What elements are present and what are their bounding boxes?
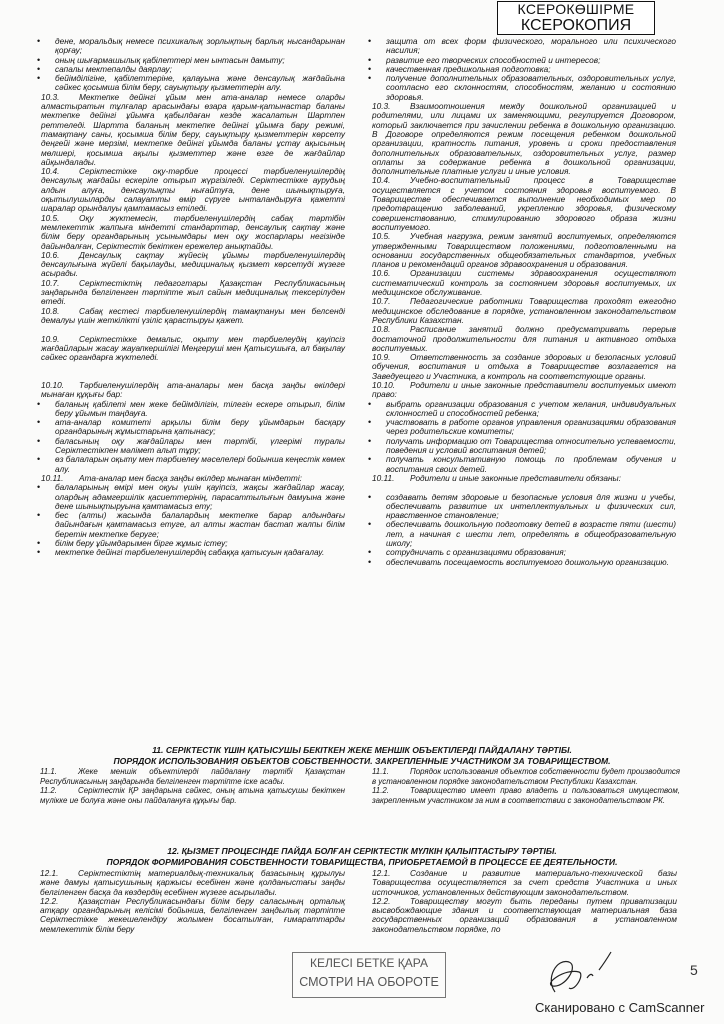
stamp-overleaf-kz: КЕЛЕСІ БЕТКЕ ҚАРА bbox=[310, 956, 428, 970]
bullet-item bbox=[41, 511, 345, 539]
clause-text: Педагогические работники Товарищества проходят ежегодно медицинское обследование в порядке, установленном законодательством Республики Казахстан. bbox=[372, 296, 676, 325]
bullet-item bbox=[372, 558, 676, 567]
clause-text: Серіктестікке демалыс, оқыту мен тәрбиелеудің қауіпсіз жағдайларын жасау жауапкершілігі Меңгеруші мен Қатысушыға, ал бақылау сәйкес органдарға жүктеледі. bbox=[41, 333, 345, 363]
clause-text: Ответственность за создание здоровых и безопасных условий обучения, воспитания и отдыха в Товариществе возлагается на Заведуещего и Участника, а контроль на соответстующие органы. bbox=[372, 352, 676, 381]
clause-paragraph bbox=[40, 897, 345, 934]
clause-paragraph bbox=[372, 474, 676, 483]
clause-number: 11.1. bbox=[372, 767, 389, 776]
clause-paragraph bbox=[41, 381, 345, 400]
section12-left-column bbox=[40, 869, 345, 934]
clause-text: Серіктестікке оқу-тәрбие процессі тәрбиеленушілердің денсаулық жағдайы ескеріле отырып жүргізіледі. Серіктестікке аурудың алдын алуға, денсаулықты нығайтуға, дене шынықтыруға, оқытылушыларды салауатты өмір сүруге ынталандыруға қажетті шаралар орындалуы қамтамасыз етіледі. bbox=[41, 166, 345, 214]
overleaf-stamp bbox=[292, 952, 446, 998]
clause-number: 10.7. bbox=[372, 296, 391, 307]
clause-text: Учебно-воспитательный процесс в Товариществе осуществляется с учетом состояния здоровья воспитуемого. В Товариществе обеспечивается выполнение необходимых мер по предотвращению заболеваний, укреплению здоровья, физическому совершенствованию, стимулированию здорового образа жизни воспитуемого. bbox=[372, 175, 676, 232]
bullet-item bbox=[372, 455, 676, 474]
bullet-item bbox=[372, 74, 676, 102]
clause-paragraph bbox=[41, 214, 345, 251]
clause-number: 10.3. bbox=[41, 91, 60, 102]
section12-title-kz: 12. ҚЫЗМЕТ ПРОЦЕСІНДЕ ПАЙДА БОЛҒАН СЕРІКТЕСТІК МҮЛКІН ҚАЛЫПТАСТЫРУ ТӘРТІБІ. bbox=[167, 846, 557, 856]
bullet-item bbox=[372, 520, 676, 548]
clause-paragraph bbox=[40, 786, 345, 805]
clause-text: Серіктестік ҚР заңдарына сәйкес, оның атына қатысушы бекіткен мүлікке ие болуға және оны пайдалануға құқығы бар. bbox=[40, 786, 345, 805]
clause-paragraph bbox=[372, 176, 676, 232]
clause-number: 12.2. bbox=[372, 895, 391, 906]
clause-number: 10.5. bbox=[41, 212, 60, 223]
clause-paragraph bbox=[41, 167, 345, 213]
section11-heading bbox=[0, 745, 724, 766]
clause-text: выбрать организации образования с учетом желания, индивидуальных склонностей и способностей ребенка; bbox=[386, 398, 676, 418]
clause-text: Серіктестіктің педагогтары Қазақстан Республикасының заңдарында белгіленген тәртіпте жыл сайын медициналық тексерілуден өтеді. bbox=[41, 277, 345, 307]
bullet-item bbox=[41, 437, 345, 456]
bullet-item bbox=[372, 400, 676, 419]
section11-title-ru: ПОРЯДОК ИСПОЛЬЗОВАНИЯ ОБЪЕКТОВ СОБСТВЕННОСТИ. ЗАКРЕПЛЕННЫЕ УЧАСТНИКОМ ЗА ТОВАРИЩЕСТВОМ. bbox=[113, 755, 611, 766]
bullet-item bbox=[41, 74, 345, 93]
clause-number: 10.7. bbox=[41, 277, 60, 288]
clause-text: Учебная нагрузка, режим занятий воспитуемых, определяются утвержденными Товариществом положениями, подготовленными на основании государственных общеобязательных стандартов, учебных планов и рекомендаций органов здравоохранения и образования. bbox=[372, 231, 676, 270]
clause-text: Оқу жүктемесін, тәрбиеленушілердің сабақ тәртібін мемлекеттік жалпыға міндетті стандарттар, денсаулық сақтау және білім беру органдарының усынымдары мен оқу жоспарлары негізінде дайындалған, Серіктестік бекіткен ережелер анықтайды. bbox=[41, 212, 345, 251]
clause-paragraph bbox=[41, 335, 345, 363]
clause-text: Қазақстан Республикасындағы білім беру саласының орталық атқару органдарының келісімі бойынша, белгіленген заңдылық тәртіпте Серіктестікке жекешелендіру жолымен босатылған, ғимараттарды мемлекеттік білім беру bbox=[40, 895, 345, 934]
section11-left-column bbox=[40, 767, 345, 805]
clause-paragraph bbox=[372, 325, 676, 353]
clause-number: 10.5. bbox=[372, 231, 391, 242]
clause-text: баланың қабілеті мен жеке бейімділігін, тілегін ескере отырып, білім беру ұйымын таңдауға. bbox=[55, 398, 345, 418]
clause-text: Денсаулық сақтау жүйесің ұйымы тәрбиеленушілердің денсаулығына жүйелі бақылауды, медициналық қызмет көрсетуді жүзеге асырады. bbox=[41, 249, 345, 279]
page-number: 5 bbox=[690, 962, 698, 978]
clause-text: баласының оқу жағдайлары мен тәртібі, үлгерімі туралы Серіктестікпен мәлімет алып тұру; bbox=[55, 435, 345, 456]
clause-text: Порядок использования объектов собственности будет производится в установленном порядке законодательством Республики Казахстан. bbox=[372, 767, 680, 786]
clause-text: развитие его творческих способностей и интересов; bbox=[386, 54, 601, 65]
clause-number: 10.6. bbox=[41, 249, 60, 260]
clause-paragraph bbox=[372, 767, 680, 786]
clause-text: получение дополнительных образовательных, оздоровительных услуг, соотласно его склонностям, способностям, желанию и состоянию здоровья. bbox=[386, 73, 676, 102]
stamp-copy-kz: КСЕРОКӨШІРМЕ bbox=[517, 1, 635, 17]
clause-number: 10.6. bbox=[372, 268, 391, 279]
clause-paragraph bbox=[372, 353, 676, 381]
bullet-item bbox=[41, 37, 345, 56]
clause-paragraph bbox=[372, 381, 676, 400]
section12-title-ru: ПОРЯДОК ФОРМИРОВАНИЯ СОБСТВЕННОСТИ ТОВАРИЩЕСТВА, ПРИОБРЕТАЕМОЙ В ПРОЦЕССЕ ЕЕ ДЕЯТЕЛЬНОСТИ. bbox=[106, 856, 618, 867]
clause-paragraph bbox=[40, 869, 345, 897]
clause-paragraph bbox=[372, 269, 676, 297]
clause-text: защита от всех форм физического, морального или психического насилия; bbox=[386, 36, 676, 56]
clause-text: оның шығармашылық қабілеттері мен ынтасын дамыту; bbox=[55, 54, 285, 65]
clause-text: сотрудничать с организациями образования; bbox=[386, 547, 566, 558]
bullet-item bbox=[41, 400, 345, 419]
clause-number: 10.4. bbox=[41, 166, 60, 177]
clause-number: 10.9. bbox=[41, 333, 60, 344]
clause-number: 12.1. bbox=[40, 868, 59, 878]
clause-text: өз балаларын оқыту мен тәрбиелеу мәселелері бойынша кеңестік көмек алу. bbox=[55, 454, 346, 474]
clause-number: 10.8. bbox=[41, 305, 60, 316]
clause-text: мектепке дейінгі тәрбиеленушілердің сабаққа қатысуын қадағалау. bbox=[55, 547, 325, 558]
clause-text: Мектепке дейінгі ұйым мен ата-аналар немесе оларды алмастыратын тұлғалар арасындағы өзара қарым-қатынастар баланы мектепке дейінгі ұйымға қабылдаған кезде жасалатын Шартпен реттеледі. Шартта баланың мектепке дейінгі ұйымға бару режимі, тамақтану саны, қосымша білім беру, сауықтыру қызметтерін көрсету деңгейі және мерзімі, мектепке дейінгі ұйымда баланы ұстау ақысының мөлшері, қосымша ақылы қызметтер және өзге де жағдайлар айқындалады. bbox=[41, 91, 345, 167]
clause-text: Тәрбиеленушілердің ата-аналары мен басқа заңды өкілдері мынаған құқығы бар: bbox=[41, 379, 345, 400]
bullet-item bbox=[372, 437, 676, 456]
stamp-copy-ru: КСЕРОКОПИЯ bbox=[520, 17, 632, 34]
clause-number: 10.8. bbox=[372, 324, 391, 335]
spacer bbox=[41, 362, 345, 371]
clause-number: 10.11. bbox=[372, 472, 395, 483]
bullet-item bbox=[372, 418, 676, 437]
clause-text: участвовать в работе органов управления организациями образования через родительские комитеты; bbox=[386, 417, 676, 437]
clause-paragraph bbox=[372, 897, 677, 934]
clause-text: Сабақ кестесі тәрбиеленушілердің тамақтануы мен белсенді демалуы үшін жеткілікті үзіліс қарастыруы қажет. bbox=[41, 305, 345, 325]
signature-icon bbox=[535, 948, 625, 998]
clause-text: білім беру ұйымдарымен бірге жұмыс істеу; bbox=[55, 538, 228, 549]
clause-paragraph bbox=[372, 786, 680, 805]
clause-number: 10.10. bbox=[372, 379, 396, 390]
section11-title-kz: 11. СЕРІКТЕСТІК ҮШІН ҚАТЫСУШЫ БЕКІТКЕН ЖЕКЕ МЕНШІК ОБЪЕКТІЛЕРДІ ПАЙДАЛАНУ ТӘРТІБІ. bbox=[152, 745, 572, 755]
clause-number: 11.2. bbox=[372, 786, 389, 796]
clause-number: 10.11. bbox=[41, 472, 64, 483]
clause-text: обеспечивать дошкольную подготовку детей в возрасте пяти (шести) лет, а начиная с шести лет, определять в общеобразовательную школу; bbox=[386, 519, 676, 549]
clause-text: Расписание занятий должно предусматривать перерыв достаточной продолжительности для питания и активного отдыха воспитуемых. bbox=[372, 324, 676, 353]
camscanner-watermark: Сканировано с CamScanner bbox=[535, 1000, 705, 1015]
clause-number: 12.2. bbox=[40, 895, 59, 906]
clause-number: 12.1. bbox=[372, 868, 391, 878]
clause-text: ата-аналар комитеті арқылы білім беру ұйымдарын басқару органдарының жұмыстарына қатынасу; bbox=[55, 417, 345, 437]
clause-text: Родители и иные законные представители обязаны: bbox=[410, 472, 621, 483]
clause-text: Ата-аналар мен басқа заңды өкілдер мынаған міндетті: bbox=[79, 472, 302, 483]
clause-paragraph bbox=[372, 232, 676, 269]
clause-text: Взаимоотношения между дошкольной организацией и родителями, или лицами их заменяющими, регулируется Договором, который заключается при зачислении ребенка в дошкольную организацию. В Договоре определяются режим посещения ребенком дошкольной организации, кратность питания, уровень и сроки предоставления дополнительных образовательных, оздоровительных услуг, размер оплаты за содержание ребенка в дошкольной организации, дополнительные платные услуги и иные условия. bbox=[372, 101, 676, 177]
clause-text: Товарищество имеет право владеть и пользоваться имуществом, закрепленным участником за ним в соответствии с законодательством РК. bbox=[372, 786, 680, 805]
clause-paragraph bbox=[41, 279, 345, 307]
clause-paragraph bbox=[372, 297, 676, 325]
clause-text: обеспечивать посещаемость воспитуемого дошкольную организацию. bbox=[386, 556, 669, 567]
section12-right-column bbox=[372, 869, 677, 934]
clause-number: 10.9. bbox=[372, 352, 391, 363]
clause-text: получать информацию от Товарищества относительно успеваемости, поведения и условий воспитания детей; bbox=[386, 435, 676, 456]
clause-paragraph bbox=[372, 102, 676, 176]
xerocopy-stamp bbox=[497, 1, 655, 35]
clause-number: 11.1. bbox=[40, 767, 57, 776]
bullet-item bbox=[41, 455, 345, 474]
clause-text: создавать детям здоровые и безопасные условия для жизни и учебы, обеспечивать развитие их интеллектуальных и физических сил, нравственное становление; bbox=[386, 491, 676, 521]
clause-paragraph bbox=[40, 767, 345, 786]
clause-text: бейімділігіне, қабілеттеріне, қалауына және денсаулық жағдайына сәйкес қосымша білім беру, сауықтыру қызметтерін алу. bbox=[55, 73, 345, 93]
section10-left-column bbox=[41, 37, 345, 558]
clause-text: балаларының өмірі мен оқуы үшін қауіпсіз, жақсы жағдайлар жасау, олардың адамгершілік қасиеттерінің, парасаттылығын дамуына және дене шынықтыруына қамтамасыз ету; bbox=[55, 482, 345, 511]
bullet-item bbox=[41, 418, 345, 437]
clause-text: сапалы мектепалды даярлау; bbox=[55, 63, 172, 74]
clause-text: Организации системы здравоохранения осуществляют систематический контроль за состоянием здоровья воспитуемых, их медицинское обслуживание. bbox=[372, 268, 676, 298]
clause-paragraph bbox=[41, 307, 345, 326]
stamp-overleaf-ru: СМОТРИ НА ОБОРОТЕ bbox=[299, 975, 439, 989]
clause-text: Серіктестіктің материалдық-техникалық базасының құрылуы және дамуы қатысушының қаржысы есебінен және қолданыстағы заңды белгіленген басқа да көздердің есебінен жүзеге асырылады. bbox=[40, 868, 345, 897]
clause-paragraph bbox=[372, 869, 677, 897]
clause-paragraph bbox=[41, 251, 345, 279]
clause-number: 10.10. bbox=[41, 379, 65, 390]
section11-right-column bbox=[372, 767, 680, 805]
clause-text: Товариществу могут быть переданы путем приватизации высвобождающие здания и соответствующая материальная база государственных организаций образования в установленном законодательством порядке, по bbox=[372, 895, 677, 934]
clause-text: Родители и иные законные представители воспитуемых имеют право: bbox=[372, 379, 676, 400]
clause-text: Создание и развитие материально-технической базы Товарищества осуществляется за счет средств Участника и иных источников, установленных действующим законодательством. bbox=[372, 868, 677, 897]
bullet-item bbox=[41, 483, 345, 511]
clause-text: качественная предшкольная подготовка; bbox=[386, 63, 551, 74]
bullet-item bbox=[372, 493, 676, 521]
clause-text: Жеке меншік объектілерді пайдалану тәртібі Қазақстан Республикасының заңдарында белгіленген тәртіпте іске асады. bbox=[40, 767, 345, 786]
clause-text: бес (алты) жасында балалардың мектепке барар алдындағы дайындағын қамтамасыз етуге, ал алты жастан бастап жалпы білім беретін мектепке беруге; bbox=[55, 510, 345, 539]
clause-number: 10.4. bbox=[372, 175, 391, 186]
section12-heading bbox=[0, 846, 724, 867]
bullet-item bbox=[41, 548, 345, 557]
clause-number: 11.2. bbox=[40, 786, 57, 796]
bullet-item bbox=[372, 37, 676, 56]
section10-right-column bbox=[372, 37, 676, 567]
clause-paragraph bbox=[41, 93, 345, 167]
clause-text: получать консультативную помощь по проблемам обучения и воспитания своих детей. bbox=[386, 454, 676, 474]
clause-text: дене, моральдық немесе психикалық зорлықтың барлық нысандарынан қорғау; bbox=[55, 36, 345, 56]
clause-number: 10.3. bbox=[372, 101, 391, 112]
